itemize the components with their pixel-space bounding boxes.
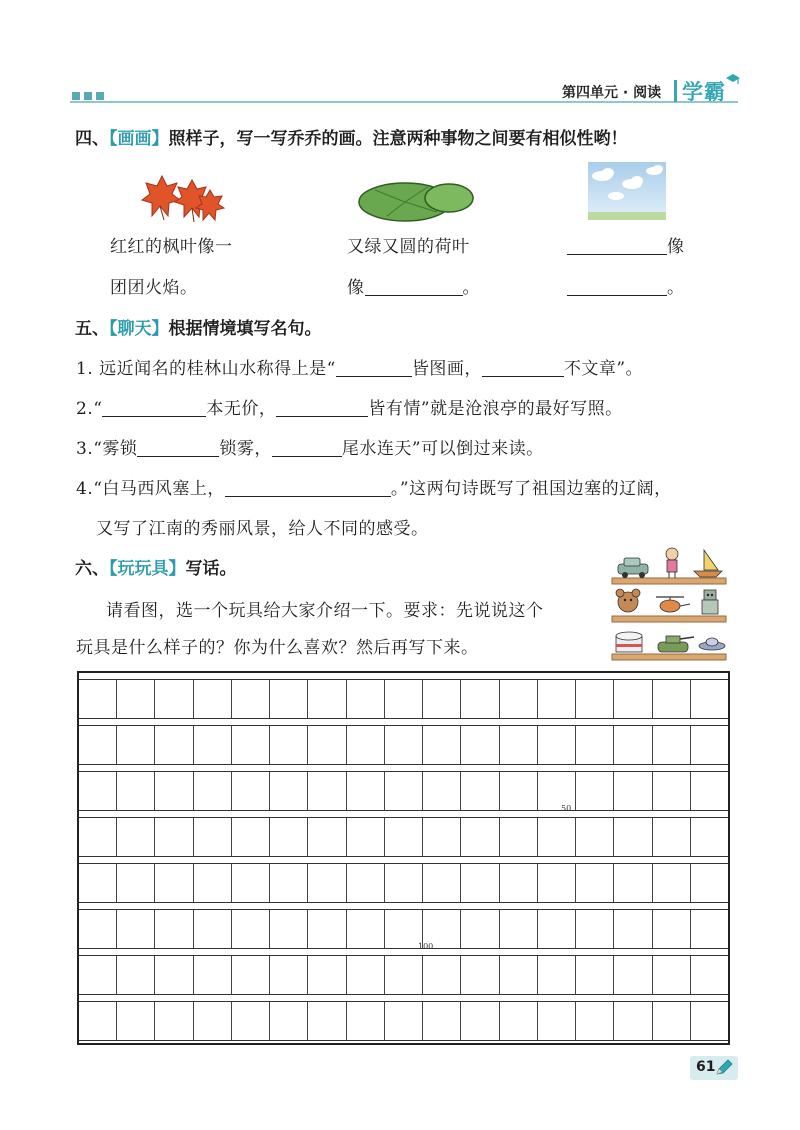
page-number: 61 [696, 1059, 716, 1075]
sky-sentence-line2: 。 [567, 273, 685, 298]
q3-blank-2[interactable] [272, 439, 342, 457]
section-6-heading [75, 554, 237, 579]
lotus-answer-blank[interactable] [365, 278, 463, 296]
grid-row[interactable] [79, 863, 728, 903]
example-sentence-line2: 团团火焰。 [110, 278, 198, 298]
toy-drum-icon [616, 632, 642, 652]
toy-helicopter-icon [656, 597, 690, 612]
grid-row[interactable] [79, 771, 728, 811]
brand-logo: 学霸 [682, 80, 726, 104]
maple-leaves-image [140, 172, 226, 224]
grid-count-50: 50 [561, 804, 572, 813]
header-separator [674, 80, 677, 102]
section-number: 四、 [75, 129, 109, 149]
grid-row[interactable] [79, 817, 728, 857]
graduation-cap-icon [726, 72, 740, 86]
section-instruction: 根据情境填写名句。 [168, 319, 322, 339]
question-1: 1. 远近闻名的桂林山水称得上是“ 皆图画， 不文章”。 [76, 359, 644, 379]
toy-ufo-icon [699, 638, 725, 650]
grid-row[interactable] [79, 725, 728, 765]
page-number-tab [690, 1056, 738, 1080]
question-2: 2.“ 本无价， 皆有情”就是沧浪亭的最好写照。 [76, 399, 623, 419]
q3-blank-1[interactable] [137, 439, 219, 457]
section-instruction: 照样子，写一写乔乔的画。注意两种事物之间要有相似性哟！ [168, 129, 628, 149]
lotus-leaves-image [357, 172, 477, 224]
q1-blank-2[interactable] [482, 359, 564, 377]
section-number: 五、 [75, 319, 109, 339]
section-tag: 【画画】 [109, 129, 169, 149]
question-3: 3.“雾锁 锁雾， 尾水连天”可以倒过来读。 [76, 439, 544, 459]
grid-row[interactable] [79, 909, 728, 949]
unit-title: 第四单元 · 阅读 [562, 85, 662, 101]
section-tag: 【聊天】 [109, 319, 169, 339]
q1-blank-1[interactable] [336, 359, 412, 377]
section-4-heading [75, 124, 628, 149]
grid-row[interactable] [79, 1001, 728, 1041]
toy-robot-icon [702, 590, 718, 614]
pencil-icon [714, 1059, 734, 1077]
sky-sentence-line1: 像 [567, 232, 685, 257]
grid-row[interactable] [79, 955, 728, 995]
lotus-sentence-line1: 又绿又圆的荷叶 [347, 237, 470, 257]
section-5-heading [75, 314, 322, 339]
sky-subject-blank[interactable] [567, 237, 667, 255]
writing-prompt-line1: 请看图，选一个玩具给大家介绍一下。要求：先说说这个 [106, 601, 544, 621]
header-decor-square [84, 92, 92, 100]
section-instruction: 写话。 [185, 559, 237, 579]
toy-sailboat-icon [694, 550, 722, 577]
toy-shelf-image [608, 540, 728, 662]
toy-doll-icon [666, 548, 678, 578]
question-4: 4.“白马西风塞上， 。”这两句诗既写了祖国边塞的辽阔， [76, 479, 672, 499]
q2-blank-1[interactable] [102, 399, 206, 417]
sky-answer-blank[interactable] [567, 278, 667, 296]
toy-car-icon [618, 558, 648, 578]
section-tag: 【玩玩具】 [109, 559, 186, 579]
example-sentence-line1: 红红的枫叶像一 [110, 237, 233, 257]
q4-blank[interactable] [225, 479, 391, 497]
sky-clouds-image [588, 162, 666, 220]
toy-tank-icon [658, 636, 694, 652]
q2-blank-2[interactable] [276, 399, 368, 417]
section-number: 六、 [75, 559, 109, 579]
grid-row[interactable] [79, 679, 728, 719]
header-decor-square [72, 92, 80, 100]
question-4-line2: 又写了江南的秀丽风景，给人不同的感受。 [96, 519, 429, 539]
grid-count-100: 100 [418, 942, 434, 951]
toy-bear-icon [616, 589, 640, 612]
writing-prompt-line2: 玩具是什么样子的？你为什么喜欢？然后再写下来。 [76, 638, 479, 658]
lotus-sentence-line2: 像 。 [347, 278, 480, 298]
header-decor-square [96, 92, 104, 100]
writing-grid[interactable] [77, 671, 730, 1045]
